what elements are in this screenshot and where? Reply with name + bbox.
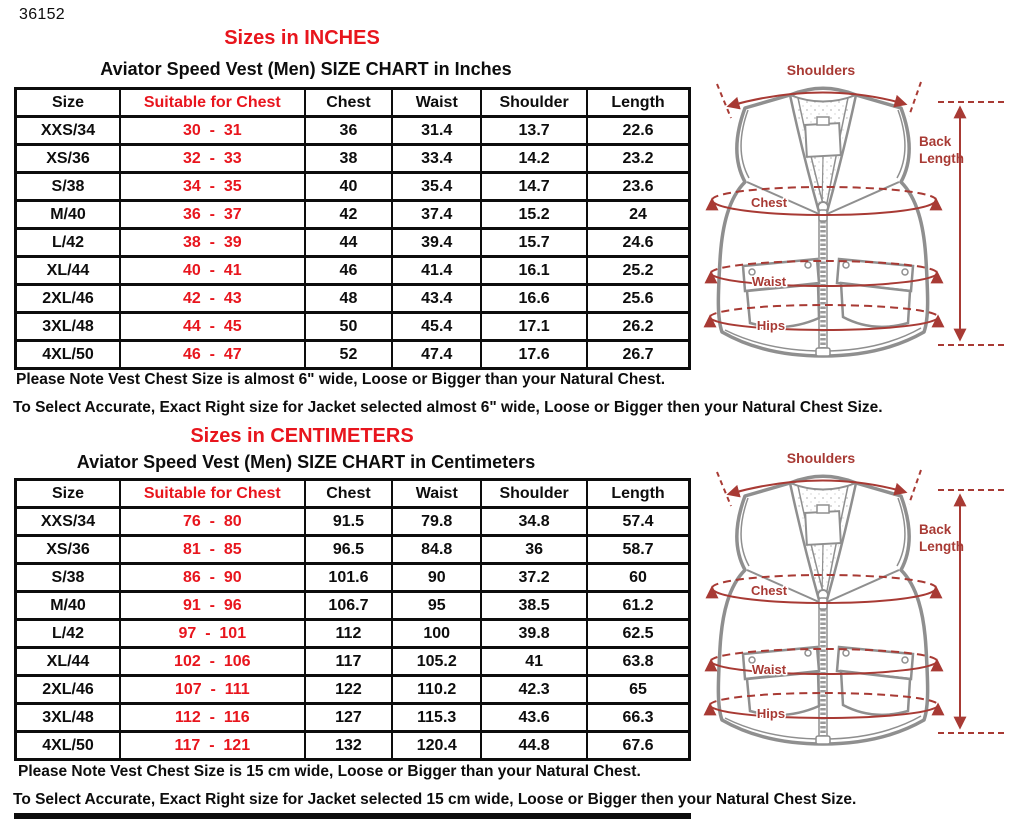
table-cell: 31.4 (392, 117, 481, 145)
table-cell: 17.6 (481, 341, 587, 369)
size-table-body-centimeters (16, 508, 690, 760)
table-title-inches: Aviator Speed Vest (Men) SIZE CHART in Inches (100, 59, 512, 79)
table-cell: L/42 (16, 620, 120, 648)
section-heading-centimeters: Sizes in CENTIMETERS (190, 425, 414, 447)
table-cell: S/38 (16, 564, 120, 592)
table-cell: 41 (481, 648, 587, 676)
table-cell: 127 (305, 704, 393, 732)
table-cell: 57.4 (587, 508, 689, 536)
table-cell: M/40 (16, 592, 120, 620)
table-row (16, 648, 690, 676)
table-cell: 30 - 31 (120, 117, 305, 145)
column-header: Length (587, 480, 689, 508)
table-cell: 120.4 (392, 732, 481, 760)
table-cell: 76 - 80 (120, 508, 305, 536)
table-row (16, 704, 690, 732)
table-cell: 47.4 (392, 341, 481, 369)
table-cell: 48 (305, 285, 393, 313)
table-cell: 37.4 (392, 201, 481, 229)
table-cell: 2XL/46 (16, 676, 120, 704)
table-cell: 43.6 (481, 704, 587, 732)
table-cell: S/38 (16, 173, 120, 201)
table-cell: 41.4 (392, 257, 481, 285)
table-cell: 101.6 (305, 564, 393, 592)
table-cell: 2XL/46 (16, 285, 120, 313)
table-cell: 42 (305, 201, 393, 229)
table-cell: 13.7 (481, 117, 587, 145)
table-cell: 96.5 (305, 536, 393, 564)
table-cell: 44 (305, 229, 393, 257)
section-heading-inches: Sizes in INCHES (224, 27, 380, 49)
table-cell: 60 (587, 564, 689, 592)
table-cell: 117 (305, 648, 393, 676)
table-cell: 66.3 (587, 704, 689, 732)
table-cell: 115.3 (392, 704, 481, 732)
table-cell: 3XL/48 (16, 704, 120, 732)
table-cell: 46 - 47 (120, 341, 305, 369)
table-row (16, 257, 690, 285)
table-cell: 16.1 (481, 257, 587, 285)
document-number: 36152 (19, 6, 65, 23)
table-row (16, 564, 690, 592)
table-cell: XL/44 (16, 257, 120, 285)
table-cell: 44 - 45 (120, 313, 305, 341)
table-cell: 16.6 (481, 285, 587, 313)
table-cell: 14.2 (481, 145, 587, 173)
table-cell: 38 - 39 (120, 229, 305, 257)
table-header-row (16, 89, 690, 117)
table-cell: 42.3 (481, 676, 587, 704)
table-cell: 4XL/50 (16, 341, 120, 369)
table-cell: XXS/34 (16, 508, 120, 536)
table-cell: 102 - 106 (120, 648, 305, 676)
table-cell: 46 (305, 257, 393, 285)
table-cell: 39.8 (481, 620, 587, 648)
table-row (16, 145, 690, 173)
table-cell: 26.2 (587, 313, 689, 341)
table-cell: 45.4 (392, 313, 481, 341)
size-table-body-inches (16, 117, 690, 369)
table-cell: 106.7 (305, 592, 393, 620)
note-inches-1: Please Note Vest Chest Size is almost 6" wide, Loose or Bigger than your Natural Chest. (16, 371, 666, 388)
table-row (16, 508, 690, 536)
table-header-row (16, 480, 690, 508)
table-cell: 15.2 (481, 201, 587, 229)
table-cell: 26.7 (587, 341, 689, 369)
note-centimeters-1: Please Note Vest Chest Size is 15 cm wide, Loose or Bigger than your Natural Chest. (18, 763, 641, 780)
table-cell: 95 (392, 592, 481, 620)
table-cell: 110.2 (392, 676, 481, 704)
table-cell: 52 (305, 341, 393, 369)
column-header: Shoulder (481, 480, 587, 508)
table-cell: 33.4 (392, 145, 481, 173)
size-table-inches (14, 87, 691, 370)
table-cell: M/40 (16, 201, 120, 229)
table-cell: 22.6 (587, 117, 689, 145)
table-row (16, 592, 690, 620)
table-cell: 24 (587, 201, 689, 229)
table-cell: 67.6 (587, 732, 689, 760)
column-header: Waist (392, 89, 481, 117)
table-row (16, 173, 690, 201)
table-cell: 105.2 (392, 648, 481, 676)
table-cell: 3XL/48 (16, 313, 120, 341)
table-cell: 97 - 101 (120, 620, 305, 648)
table-cell: 122 (305, 676, 393, 704)
table-row (16, 117, 690, 145)
size-table-centimeters (14, 478, 691, 761)
table-cell: 24.6 (587, 229, 689, 257)
table-cell: 40 (305, 173, 393, 201)
table-row (16, 536, 690, 564)
table-cell: 117 - 121 (120, 732, 305, 760)
table-cell: XS/36 (16, 536, 120, 564)
table-cell: 37.2 (481, 564, 587, 592)
column-header: Shoulder (481, 89, 587, 117)
table-row (16, 732, 690, 760)
column-header: Length (587, 89, 689, 117)
table-cell: 112 - 116 (120, 704, 305, 732)
table-cell: 42 - 43 (120, 285, 305, 313)
table-cell: 34 - 35 (120, 173, 305, 201)
table-row (16, 676, 690, 704)
table-cell: 81 - 85 (120, 536, 305, 564)
table-cell: 25.6 (587, 285, 689, 313)
table-cell: XXS/34 (16, 117, 120, 145)
table-row (16, 620, 690, 648)
table-cell: 132 (305, 732, 393, 760)
table-row (16, 341, 690, 369)
table-cell: 14.7 (481, 173, 587, 201)
table-cell: 4XL/50 (16, 732, 120, 760)
table-cell: 36 (305, 117, 393, 145)
table-cell: 43.4 (392, 285, 481, 313)
table-cell: 35.4 (392, 173, 481, 201)
table-cell: 91.5 (305, 508, 393, 536)
table-row (16, 229, 690, 257)
table-cell: 91 - 96 (120, 592, 305, 620)
vest-measurement-diagram-inches (693, 60, 1023, 380)
table-cell: 40 - 41 (120, 257, 305, 285)
table-cell: 38 (305, 145, 393, 173)
table-cell: 86 - 90 (120, 564, 305, 592)
table-cell: 17.1 (481, 313, 587, 341)
column-header: Suitable for Chest (120, 480, 305, 508)
table-cell: 107 - 111 (120, 676, 305, 704)
table-cell: 50 (305, 313, 393, 341)
table-row (16, 285, 690, 313)
table-cell: 36 (481, 536, 587, 564)
table-cell: 61.2 (587, 592, 689, 620)
column-header: Chest (305, 480, 393, 508)
table-cell: 100 (392, 620, 481, 648)
table-cell: 62.5 (587, 620, 689, 648)
table-cell: 90 (392, 564, 481, 592)
note-inches-2: To Select Accurate, Exact Right size for Jacket selected almost 6" wide, Loose or Bigger then your Natural Chest Size. (13, 399, 883, 416)
table-cell: 32 - 33 (120, 145, 305, 173)
table-cell: 84.8 (392, 536, 481, 564)
table-cell: 23.2 (587, 145, 689, 173)
table-cell: 25.2 (587, 257, 689, 285)
column-header: Size (16, 480, 120, 508)
column-header: Size (16, 89, 120, 117)
table-row (16, 313, 690, 341)
table-cell: 58.7 (587, 536, 689, 564)
table-cell: 23.6 (587, 173, 689, 201)
table-cell: 36 - 37 (120, 201, 305, 229)
table-row (16, 201, 690, 229)
note-centimeters-2: To Select Accurate, Exact Right size for Jacket selected 15 cm wide, Loose or Bigger then your Natural Chest Size. (13, 791, 857, 808)
table-cell: L/42 (16, 229, 120, 257)
table-cell: 34.8 (481, 508, 587, 536)
column-header: Chest (305, 89, 393, 117)
table-cell: XS/36 (16, 145, 120, 173)
table-cell: 38.5 (481, 592, 587, 620)
table-cell: 112 (305, 620, 393, 648)
vest-measurement-diagram-centimeters (693, 448, 1023, 768)
column-header: Waist (392, 480, 481, 508)
table-cell: 63.8 (587, 648, 689, 676)
cropped-table-edge (14, 813, 691, 819)
table-cell: 44.8 (481, 732, 587, 760)
table-cell: 79.8 (392, 508, 481, 536)
column-header: Suitable for Chest (120, 89, 305, 117)
table-cell: XL/44 (16, 648, 120, 676)
table-cell: 65 (587, 676, 689, 704)
table-title-centimeters: Aviator Speed Vest (Men) SIZE CHART in Centimeters (76, 452, 536, 472)
table-cell: 39.4 (392, 229, 481, 257)
table-cell: 15.7 (481, 229, 587, 257)
